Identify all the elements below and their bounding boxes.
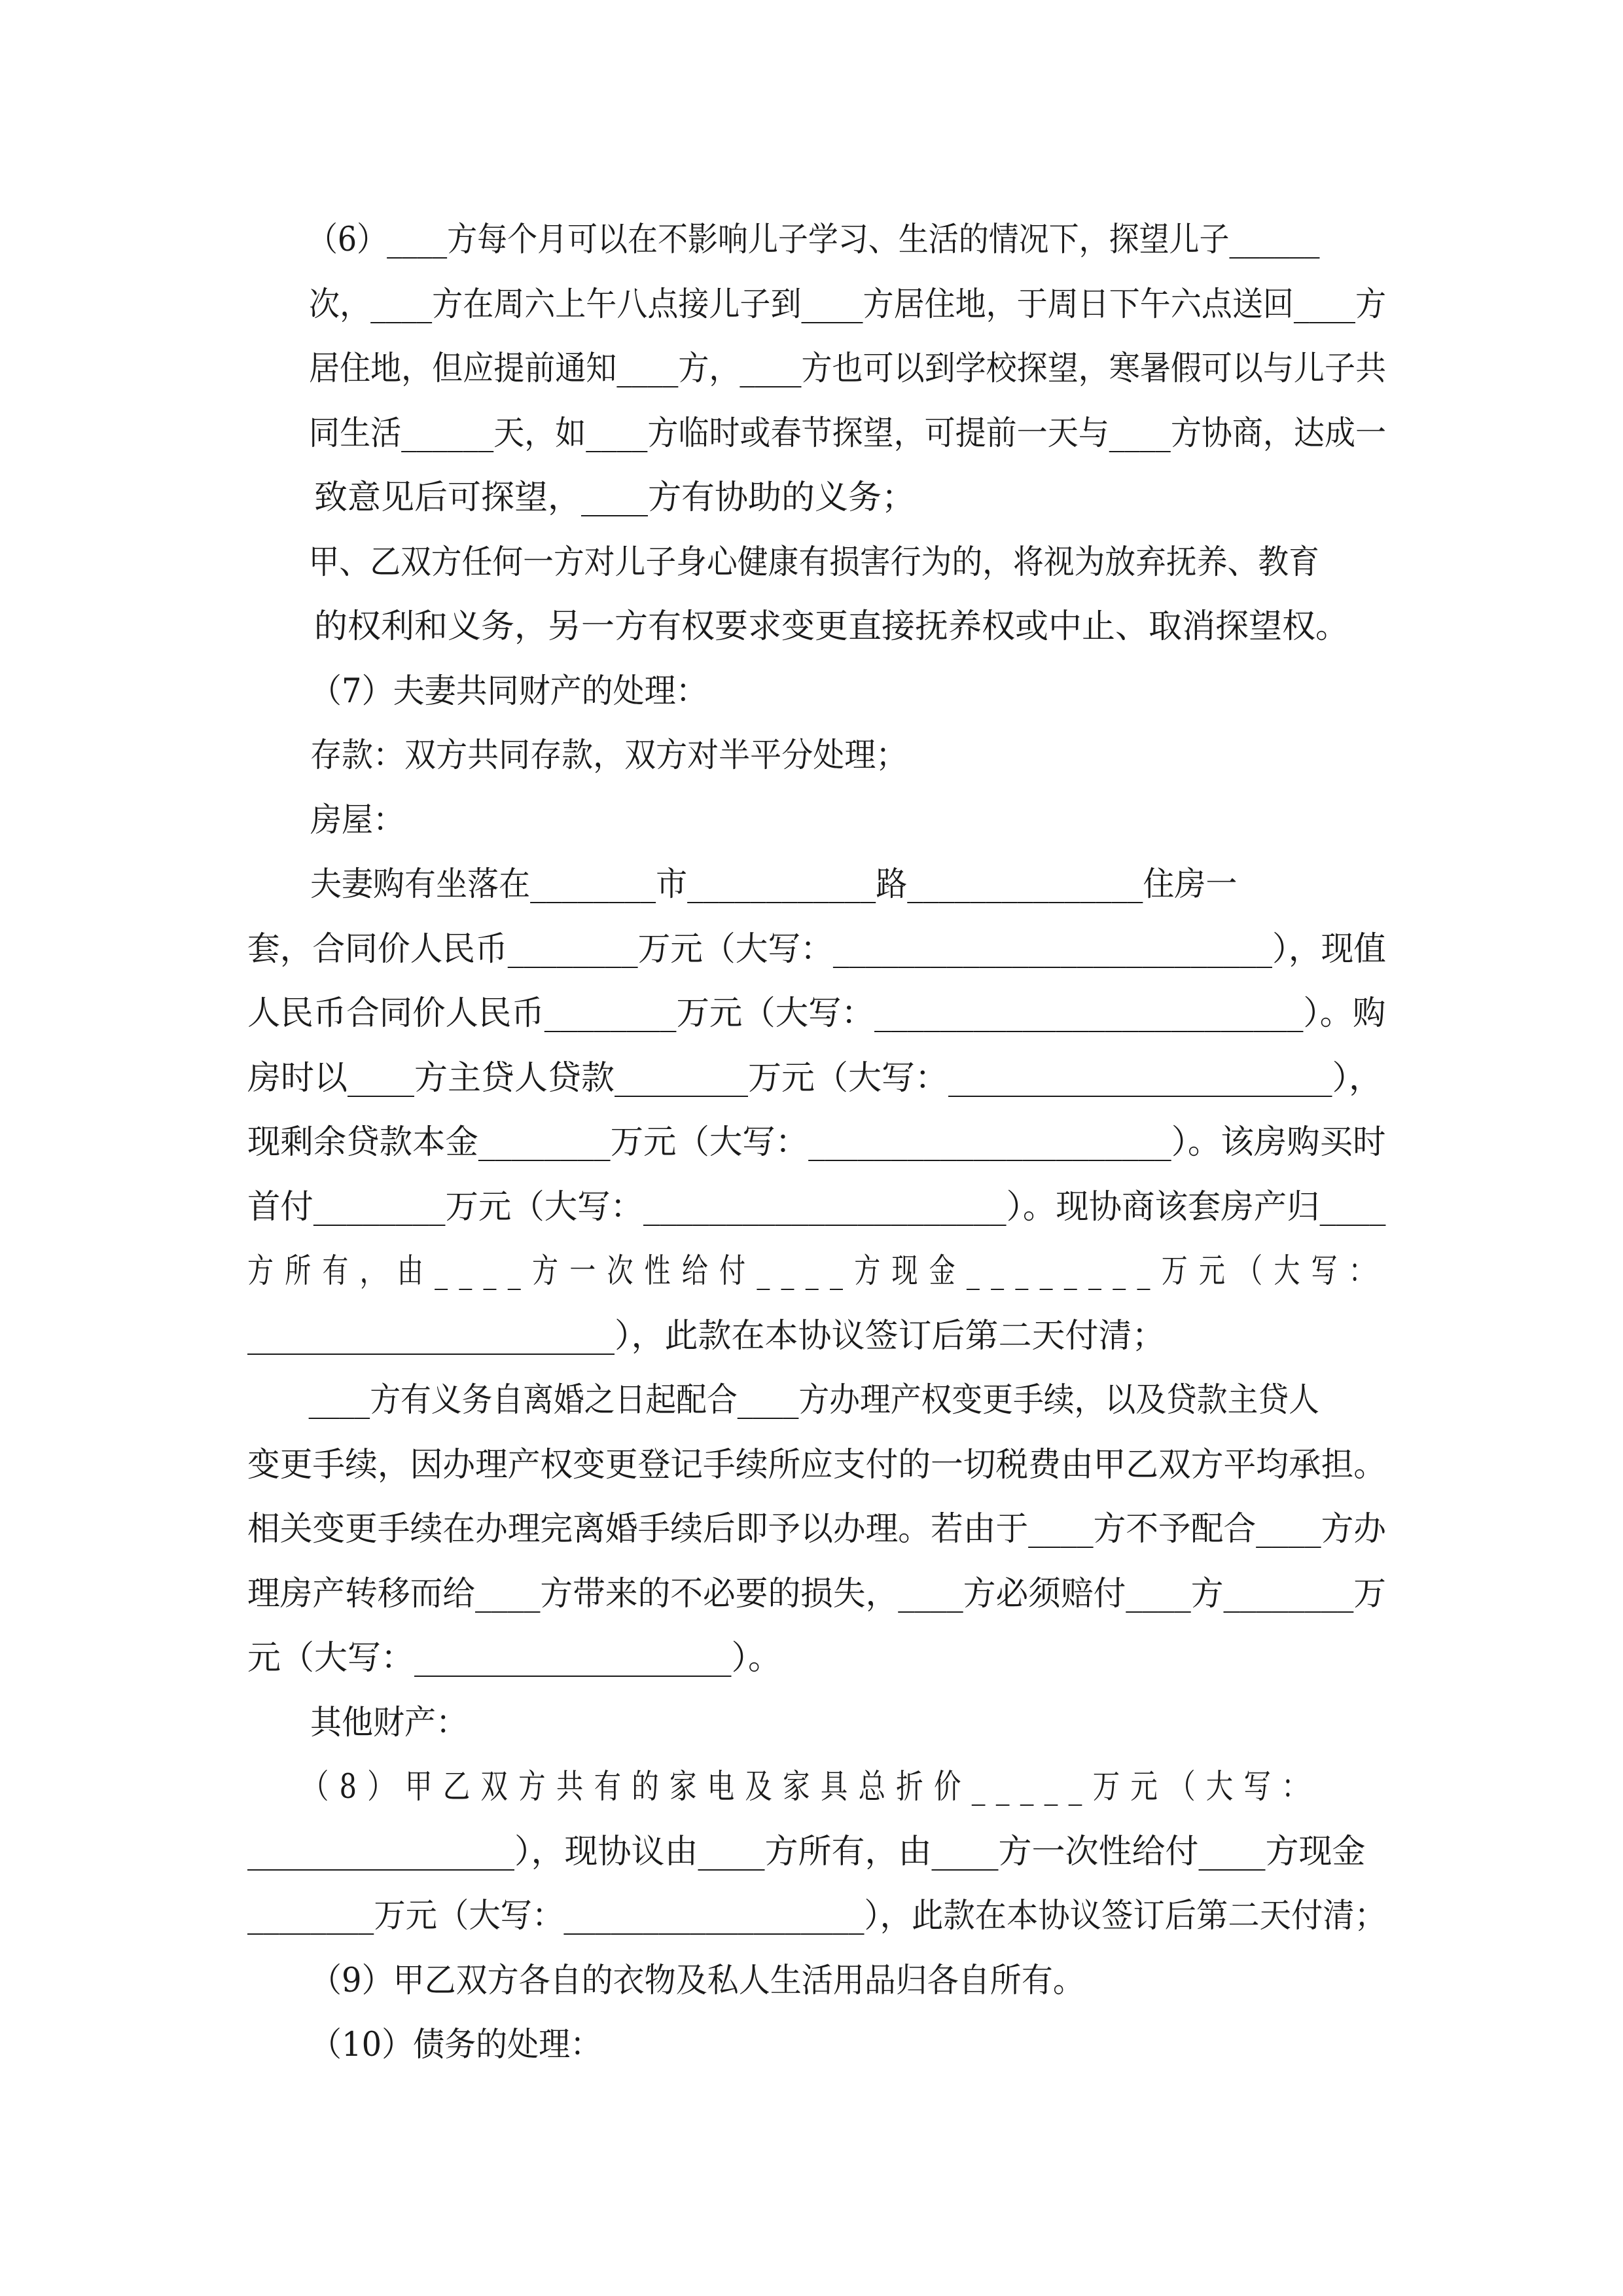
clause-9-personal-items (247, 1949, 1386, 2014)
text-line: 致意见后可探望，____方有协助的义务； (314, 478, 916, 517)
text-line: 甲、乙双方任何一方对儿子身心健康有损害行为的，将视为放弃抚养、教育 (308, 543, 1319, 582)
clause-other-property (247, 1691, 1386, 1756)
text-line: 存款：双方共同存款，双方对半平分处理； (310, 736, 908, 775)
text-line: ________万元（大写：___________________），此款在本协议签订后第二天付清； (247, 1897, 1386, 1935)
clause-house-details (247, 853, 1386, 1369)
text-line: （10）债务的处理： (310, 2026, 602, 2064)
text-line: （8）甲乙双方共有的家电及家具总折价_____万元（大写： (301, 1768, 1319, 1806)
clause-deposit (247, 724, 1386, 789)
clause-house-heading (247, 789, 1386, 853)
text-line: 居住地，但应提前通知____方，____方也可以到学校探望，寒暑假可以与儿子共 (309, 350, 1387, 388)
clause-6-visitation (247, 208, 1386, 531)
text-line: 房屋： (310, 800, 405, 840)
text-line: （7）夫妻共同财产的处理： (310, 672, 707, 711)
text-line: 同生活______天，如____方临时或春节探望，可提前一天与____方协商，达成一 (309, 414, 1387, 453)
text-line: 的权利和义务，另一方有权要求变更直接抚养权或中止、取消探望权。 (314, 607, 1349, 646)
text-line: 相关变更手续在办理完离婚手续后即予以办理。若由于____方不予配合____方办 (247, 1510, 1387, 1549)
text-line: 其他财产： (310, 1703, 468, 1742)
text-line: 次，____方在周六上午八点接儿子到____方居住地，于周日下午六点送回____方 (309, 285, 1387, 324)
text-line: （6）____方每个月可以在不影响儿子学习、生活的情况下，探望儿子______ (307, 221, 1320, 259)
text-line: 变更手续，因办理产权变更登记手续所应支付的一切税费由甲乙双方平均承担。 (247, 1445, 1387, 1484)
text-line: 人民币合同价人民币________万元（大写：__________________________）。购 (247, 994, 1386, 1033)
clause-7-joint-property (247, 660, 1386, 725)
text-line: 房时以____方主贷人贷款________万元（大写：_______________________）， (247, 1058, 1383, 1098)
text-line: ____方有义务自离婚之日起配合____方办理产权变更手续，以及贷款主贷人 (308, 1381, 1319, 1420)
text-line: 方所有，由____方一次性给付____方现金________万元（大写： (247, 1252, 1387, 1291)
text-line: 套，合同价人民币________万元（大写：___________________________），现值 (247, 929, 1387, 969)
text-line: 现剩余贷款本金________万元（大写：______________________）。该房购买时 (247, 1123, 1386, 1162)
text-line: （9）甲乙双方各自的衣物及私人生活用品归各自所有。 (310, 1961, 1084, 2000)
document-body (247, 208, 1386, 2078)
clause-harm-to-child (247, 531, 1386, 660)
text-line: 元（大写：___________________）。 (247, 1639, 782, 1677)
text-line: 理房产转移而给____方带来的不必要的损失，____方必须赔付____方________万 (247, 1574, 1387, 1613)
clause-8-appliances (247, 1755, 1386, 1949)
text-line: ______________________），此款在本协议签订后第二天付清； (247, 1316, 1166, 1355)
text-line: 夫妻购有坐落在________市____________路_______________住房一 (310, 865, 1238, 904)
clause-10-debts (247, 2013, 1386, 2078)
text-line: ________________），现协议由____方所有，由____方一次性给付____方现金 (247, 1832, 1366, 1871)
clause-title-transfer (247, 1369, 1386, 1691)
text-line: 首付________万元（大写：______________________）。现协商该套房产归____ (247, 1187, 1386, 1227)
